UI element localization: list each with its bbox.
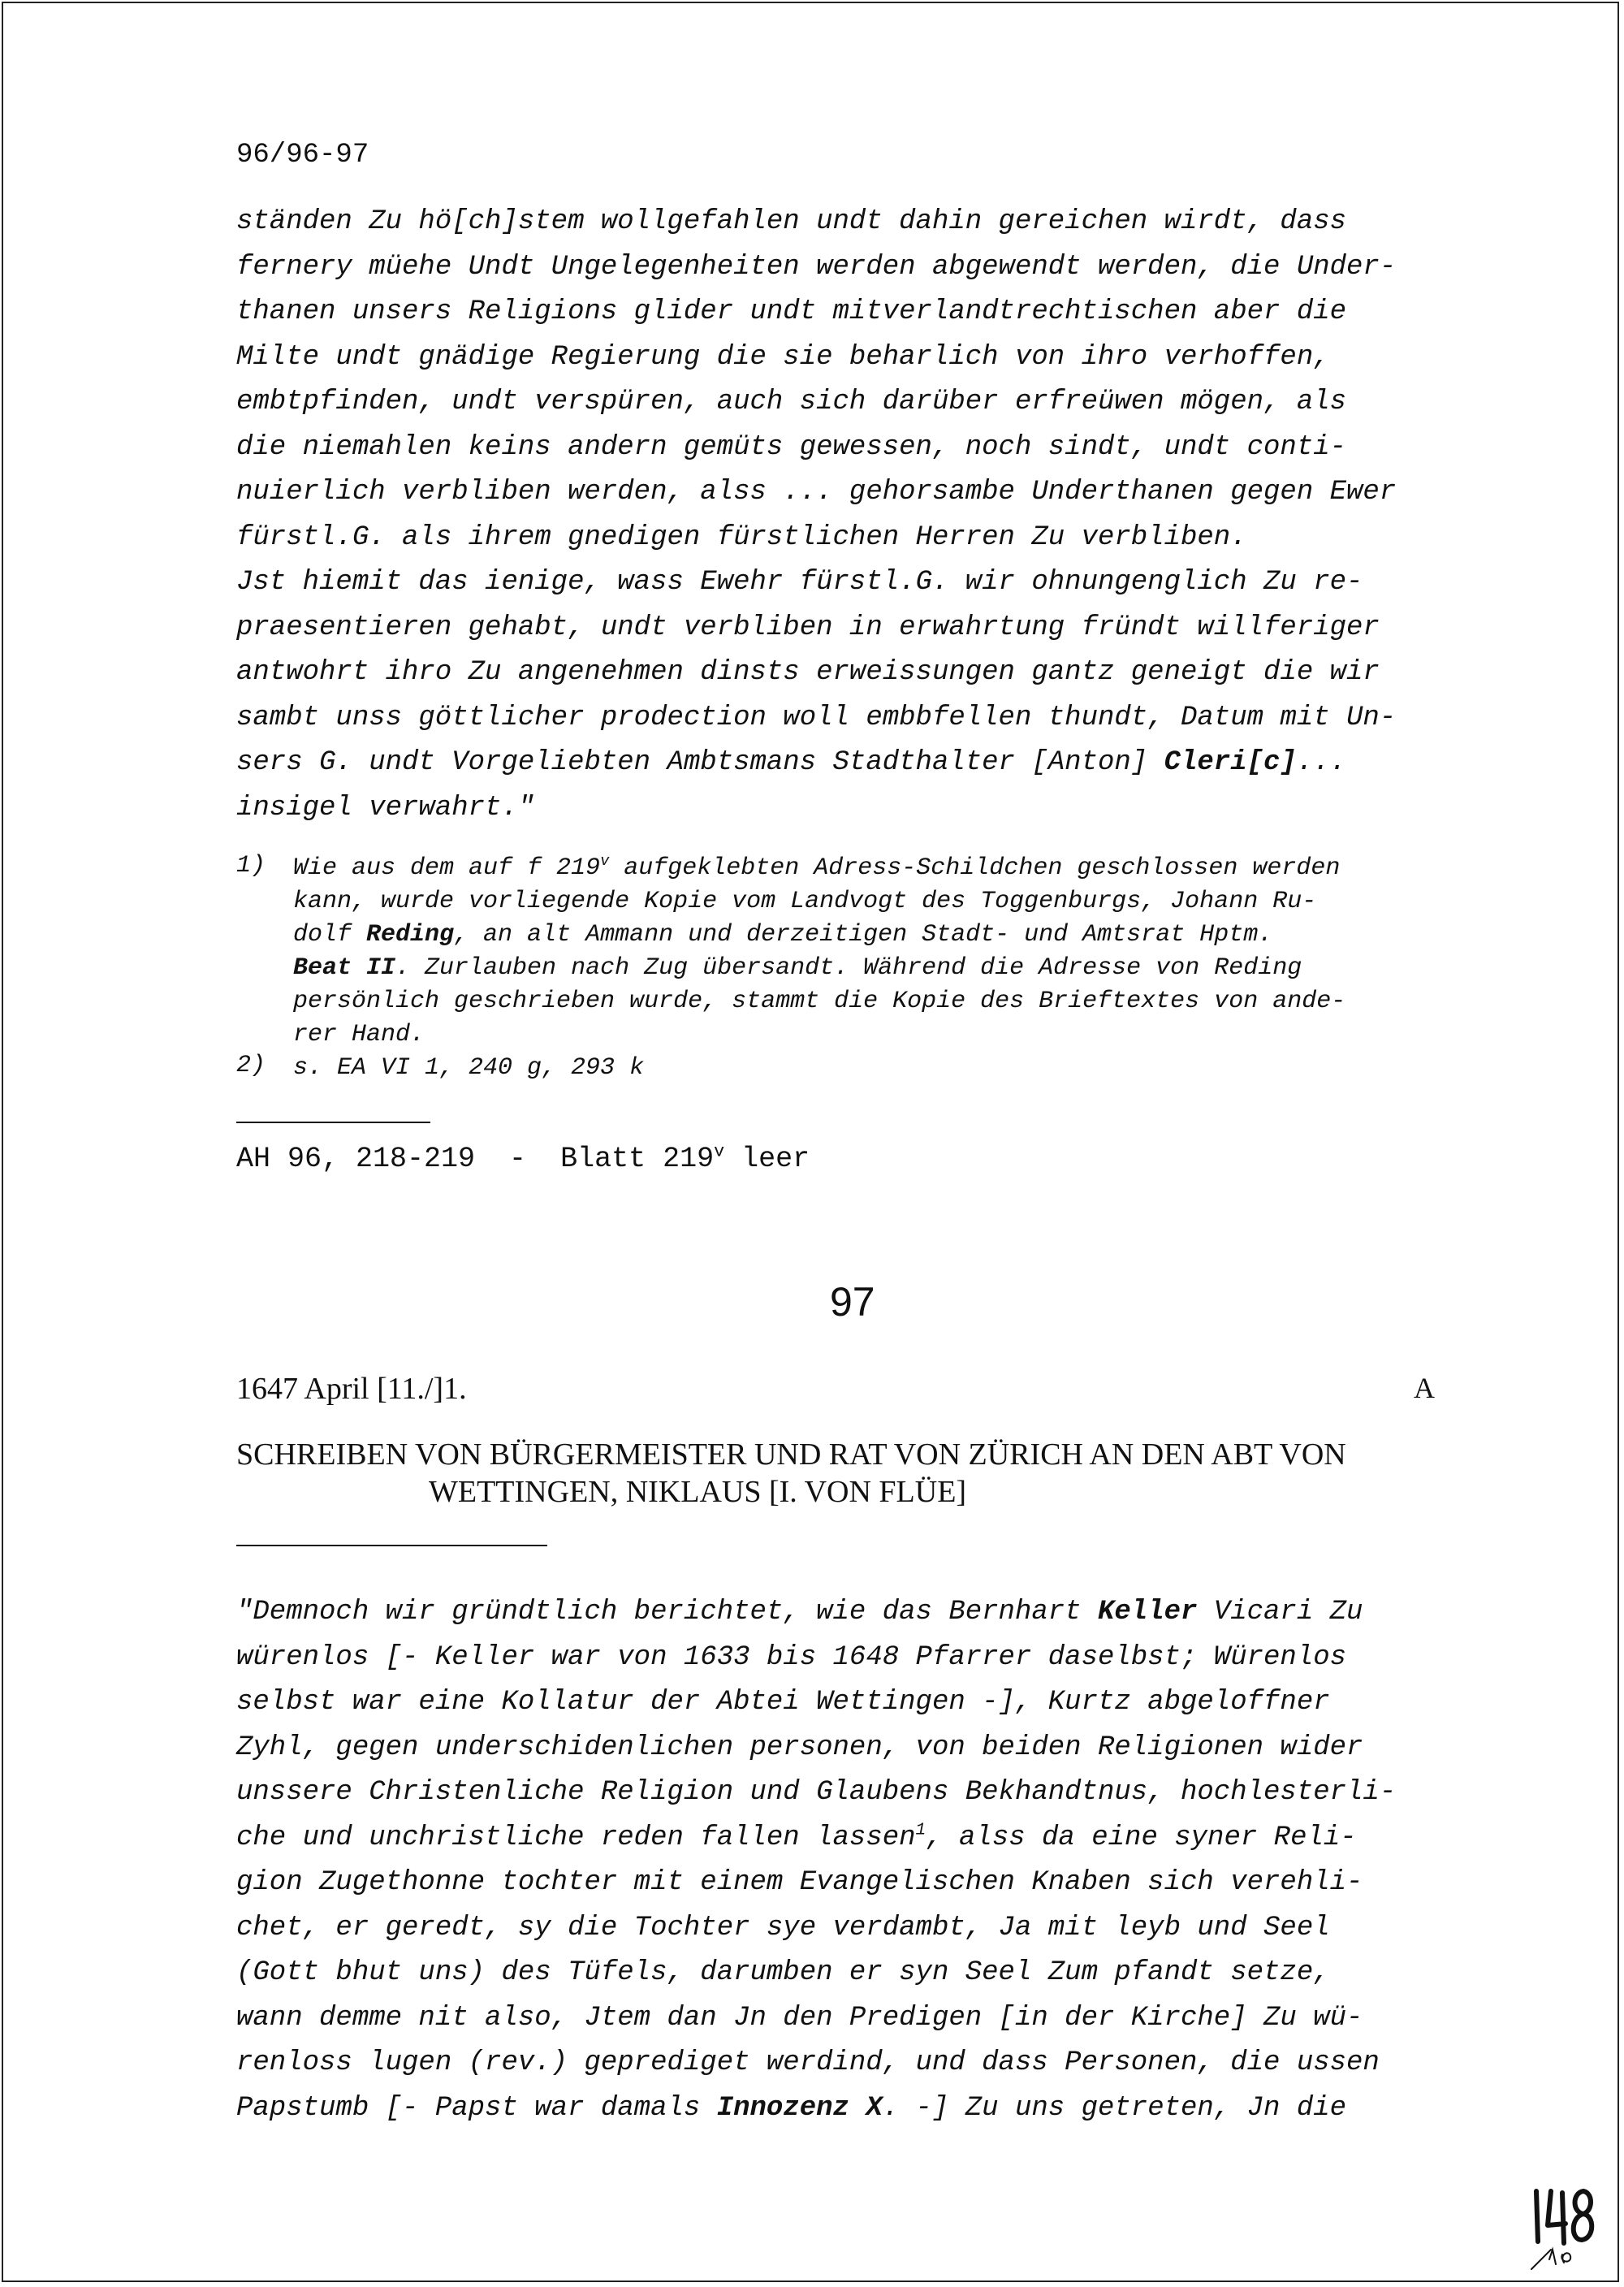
separator-rule [236, 1545, 547, 1546]
footnotes [236, 852, 1345, 1085]
footnote-line [293, 952, 1345, 985]
footnote-line: kann, wurde vorliegende Kopie vom Landvogt des Toggenburgs, Johann Ru- [293, 888, 1317, 915]
footnote-line: rer Hand. [293, 1021, 425, 1048]
document-category: A [1414, 1372, 1435, 1404]
letter-text [236, 1590, 1396, 2131]
text-line: Milte undt gnädige Regierung die sie beharlich von ihro verhoffen, [236, 341, 1330, 373]
text-segment: dolf [293, 921, 367, 949]
footnote-lines [293, 1052, 1345, 1085]
text-segment: AH 96, 218-219 - Blatt 219 [236, 1143, 715, 1175]
text-line: renloss lugen (rev.) geprediget werdind, und dass Personen, die ussen [236, 2047, 1380, 2078]
text-segment: Papstumb [- Papst war damals [236, 2092, 717, 2124]
main-text [236, 200, 1396, 831]
text-line: chet, er geredt, sy die Tochter sye verdambt, Ja mit leyb und Seel [236, 1912, 1330, 1943]
text-line: praesentieren gehabt, undt verbliben in erwahrtung fründt willferiger [236, 612, 1380, 643]
bold-name: Beat II [293, 954, 396, 982]
text-segment: Wie aus dem auf f 219 [293, 854, 601, 882]
text-line: wann demme nit also, Jtem dan Jn den Predigen [in der Kirche] Zu wü- [236, 2002, 1363, 2034]
text-line: insigel verwahrt." [236, 792, 535, 824]
document-title [236, 1436, 1346, 1511]
bold-name: Cleri[c] [1164, 747, 1297, 778]
document-number: 97 [830, 1279, 875, 1325]
text-line: selbst war eine Kollatur der Abtei Wettingen -], Kurtz abgeloffner [236, 1687, 1330, 1718]
text-line [236, 2086, 1396, 2132]
text-line: embtpfinden, undt verspüren, auch sich darüber erfreüwen mögen, als [236, 387, 1347, 417]
text-line: gion Zugethonne tochter mit einem Evangelischen Knaben sich verehli- [236, 1867, 1363, 1898]
title-line: SCHREIBEN VON BÜRGERMEISTER UND RAT VON ZÜRICH AN DEN ABT VON [236, 1437, 1346, 1472]
text-line: nuierlich verbliben werden, alss ... gehorsambe Underthanen gegen Ewer [236, 477, 1397, 508]
source-reference [236, 1143, 810, 1175]
text-line: Jst hiemit das ienige, wass Ewehr fürstl.G. wir ohnungenglich Zu re- [236, 567, 1363, 598]
text-line: die niemahlen keins andern gemüts gewessen, noch sindt, undt conti- [236, 431, 1347, 463]
header-reference: 96/96-97 [236, 140, 369, 171]
handwritten-page-number [1527, 2185, 1600, 2274]
text-line: fernery müehe Undt Ungelegenheiten werden abgewendt werden, die Under- [236, 251, 1397, 283]
bold-name: Innozenz X [716, 2092, 883, 2124]
text-line [236, 1590, 1396, 1636]
text-line: fürstl.G. als ihrem gnedigen fürstlichen Herren Zu verbliben. [236, 521, 1247, 553]
text-line: würenlos [- Keller war von 1633 bis 1648 Pfarrer daselbst; Würenlos [236, 1641, 1347, 1673]
footnote-line [293, 852, 1345, 885]
text-segment: . -] Zu uns getreten, Jn die [882, 2092, 1347, 2124]
text-segment: "Demnoch wir gründtlich berichtet, wie das Bernhart [236, 1597, 1098, 1628]
text-segment: , alss da eine syner Reli- [926, 1822, 1357, 1853]
text-line [236, 1816, 1396, 1861]
text-line: (Gott bhut uns) des Tüfels, darumben er syn Seel Zum pfandt setze, [236, 1957, 1330, 1988]
footnote-number: 1) [236, 852, 266, 880]
text-segment: che und unchristliche reden fallen lassen [236, 1822, 916, 1853]
bold-name: Keller [1097, 1597, 1198, 1628]
separator-rule [236, 1122, 430, 1123]
footnote-line: persönlich geschrieben wurde, stammt die Kopie des Brieftextes von ande- [293, 988, 1346, 1015]
text-line: thanen unsers Religions glider undt mitverlandtrechtischen aber die [236, 296, 1347, 327]
text-line: Zyhl, gegen underschidenlichen personen, von beiden Religionen wider [236, 1731, 1363, 1763]
text-segment: sers G. undt Vorgeliebten Ambtsmans Stadthalter [Anton] [236, 747, 1164, 778]
footnote-lines [293, 852, 1345, 1052]
text-line [236, 741, 1396, 786]
superscript: v [600, 853, 610, 870]
document-date: 1647 April [11./]1. [236, 1372, 467, 1406]
footnote-2 [236, 1052, 1345, 1085]
superscript: v [714, 1141, 725, 1162]
title-line: WETTINGEN, NIKLAUS [I. VON FLÜE] [429, 1475, 967, 1509]
text-segment: ... [1296, 747, 1347, 778]
footnote-marker: 1 [915, 1820, 926, 1840]
footnote-line: s. EA VI 1, 240 g, 293 k [293, 1054, 645, 1082]
text-segment: . Zurlauben nach Zug übersandt. Während die Adresse von Reding [395, 954, 1302, 982]
text-line: antwohrt ihro Zu angenehmen dinsts erweissungen gantz geneigt die wir [236, 657, 1380, 688]
footnote-1 [236, 852, 1345, 1052]
footnote-line [293, 919, 1345, 952]
footnote-number: 2) [236, 1052, 266, 1079]
text-segment: aufgeklebten Adress-Schildchen geschlossen werden [609, 854, 1341, 882]
text-segment: , an alt Ammann und derzeitigen Stadt- und Amtsrat Hptm. [454, 921, 1273, 949]
text-segment: Vicari Zu [1197, 1597, 1363, 1628]
text-line: ständen Zu hö[ch]stem wollgefahlen undt dahin gereichen wirdt, dass [236, 206, 1347, 237]
text-segment: leer [724, 1143, 810, 1175]
bold-name: Reding [366, 921, 455, 949]
text-line: sambt unss göttlicher prodection woll embbfellen thundt, Datum mit Un- [236, 702, 1397, 733]
text-line: unssere Christenliche Religion und Glaubens Bekhandtnus, hochlesterli- [236, 1777, 1397, 1808]
